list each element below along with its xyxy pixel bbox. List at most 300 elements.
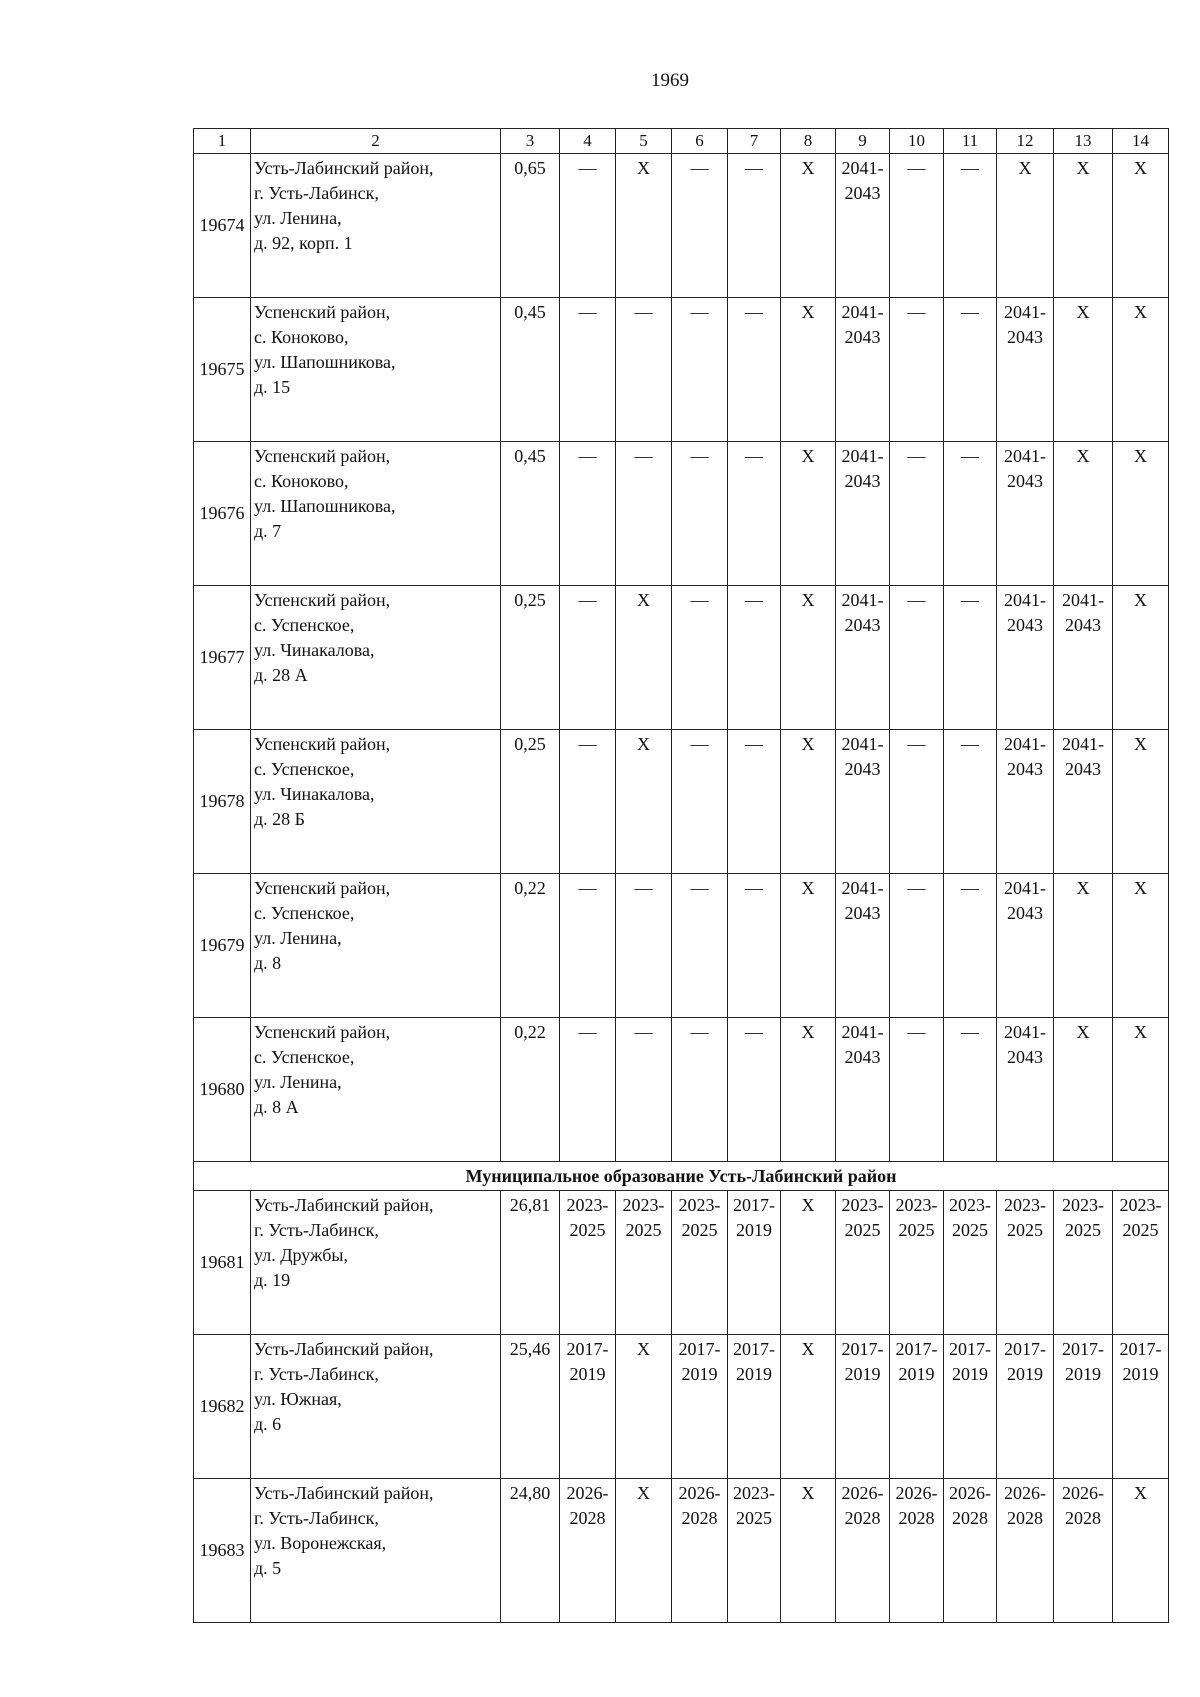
cell-line: 2041- [841, 158, 884, 178]
cell-line: Успенский район, [254, 734, 391, 754]
value-cell [672, 1018, 728, 1162]
value-cell [1113, 442, 1169, 586]
page-number: 1969 [651, 70, 689, 91]
cell-line: ул. Чинакалова, [254, 640, 375, 660]
address-cell [251, 730, 501, 874]
cell-line: 2041- [841, 590, 884, 610]
cell-line: Усть-Лабинский район, [254, 1483, 434, 1503]
value-cell [560, 874, 616, 1018]
value-cell [616, 298, 672, 442]
cell-line: с. Коноково, [254, 327, 349, 347]
value-cell [616, 442, 672, 586]
cell-line: г. Усть-Лабинск, [254, 183, 379, 203]
cell-line: 2041- [1062, 590, 1104, 610]
value-cell [944, 1018, 997, 1162]
object-id: 19678 [194, 730, 251, 874]
cell-line: 2041- [1004, 1022, 1046, 1042]
cell-line: 2026- [678, 1483, 721, 1503]
value-cell [1113, 1479, 1169, 1623]
cell-line: — [690, 590, 709, 610]
cell-line: д. 7 [254, 521, 282, 541]
cell-line: Х [637, 590, 650, 610]
value-cell [560, 1479, 616, 1623]
object-id: 19677 [194, 586, 251, 730]
cell-line: Х [801, 158, 815, 178]
cell-line: 2017- [1004, 1339, 1046, 1359]
object-id: 19679 [194, 874, 251, 1018]
cell-line: — [578, 734, 597, 754]
value-cell [560, 154, 616, 298]
cell-line: 2019 [736, 1220, 772, 1240]
header-col-10: 10 [890, 129, 944, 154]
value-cell [997, 298, 1054, 442]
table-row [194, 1191, 1169, 1335]
value-cell [890, 1479, 944, 1623]
table-row [194, 298, 1169, 442]
section-title: Муниципальное образование Усть-Лабинский район [194, 1162, 1169, 1191]
cell-line: Х [1134, 446, 1147, 466]
cell-line: Х [1134, 302, 1147, 322]
value-cell [836, 298, 890, 442]
value-cell [836, 586, 890, 730]
cell-line: 2043 [1007, 759, 1043, 779]
value-cell [781, 730, 836, 874]
value-cell [672, 586, 728, 730]
cell-line: Х [1134, 734, 1147, 754]
table-body [194, 129, 1169, 1623]
cell-line: Х [1076, 158, 1090, 178]
cell-line: — [578, 158, 597, 178]
value-cell [672, 1479, 728, 1623]
cell-line: — [578, 590, 597, 610]
cell-line: 2023- [566, 1195, 609, 1215]
cell-line: — [690, 302, 709, 322]
cell-line: — [907, 878, 926, 898]
cell-line: 2025 [952, 1220, 988, 1240]
cell-line: Успенский район, [254, 590, 391, 610]
cell-line: Х [637, 158, 650, 178]
cell-line: — [745, 302, 763, 322]
cell-line: Х [1134, 1483, 1147, 1503]
value-cell [781, 1191, 836, 1335]
cell-line: 2017- [733, 1195, 775, 1215]
cell-line: — [907, 734, 926, 754]
cell-line: 2026- [1004, 1483, 1046, 1503]
value-cell [890, 442, 944, 586]
cell-line: 2023- [1062, 1195, 1104, 1215]
cell-line: — [961, 158, 979, 178]
cell-line: 2043 [1007, 1047, 1043, 1067]
value-cell [616, 154, 672, 298]
cell-line: с. Успенское, [254, 1047, 355, 1067]
cell-line: — [961, 446, 979, 466]
cell-line: Х [1076, 878, 1090, 898]
header-col-8: 8 [781, 129, 836, 154]
value-cell [836, 442, 890, 586]
cell-line: 2025 [844, 1220, 881, 1240]
value-cell [944, 730, 997, 874]
cell-line: с. Успенское, [254, 759, 355, 779]
cell-line: Х [801, 302, 815, 322]
header-col-5: 5 [616, 129, 672, 154]
value-cell [836, 874, 890, 1018]
value-cell [1054, 730, 1113, 874]
cell-line: 2019 [1065, 1364, 1101, 1384]
cell-line: — [961, 878, 979, 898]
table-row [194, 1479, 1169, 1623]
value-cell [560, 1335, 616, 1479]
cell-line: 2043 [844, 1047, 881, 1067]
value-cell [1054, 442, 1113, 586]
value-cell [836, 1335, 890, 1479]
area-cell: 26,81 [501, 1191, 560, 1335]
cell-line: 2043 [844, 327, 881, 347]
value-cell [781, 442, 836, 586]
value-cell [1113, 1191, 1169, 1335]
area-cell: 0,22 [501, 874, 560, 1018]
cell-line: Х [637, 1339, 650, 1359]
cell-line: 2041- [1062, 734, 1104, 754]
value-cell [944, 1479, 997, 1623]
cell-line: 2041- [1004, 878, 1046, 898]
cell-line: ул. Ленина, [254, 208, 342, 228]
value-cell [728, 1335, 781, 1479]
cell-line: ул. Шапошникова, [254, 352, 396, 372]
cell-line: ул. Ленина, [254, 928, 342, 948]
header-col-2: 2 [251, 129, 501, 154]
value-cell [560, 730, 616, 874]
cell-line: д. 6 [254, 1414, 282, 1434]
cell-line: 2026- [566, 1483, 609, 1503]
cell-line: Х [801, 1022, 815, 1042]
value-cell [890, 1335, 944, 1479]
object-id: 19682 [194, 1335, 251, 1479]
value-cell [728, 874, 781, 1018]
value-cell [728, 1018, 781, 1162]
cell-line: 2023- [1004, 1195, 1046, 1215]
address-cell [251, 154, 501, 298]
cell-line: — [745, 878, 763, 898]
cell-line: Усть-Лабинский район, [254, 158, 434, 178]
cell-line: г. Усть-Лабинск, [254, 1508, 379, 1528]
value-cell [944, 1191, 997, 1335]
cell-line: 2017- [949, 1339, 991, 1359]
cell-line: Усть-Лабинский район, [254, 1339, 434, 1359]
header-col-3: 3 [501, 129, 560, 154]
cell-line: — [578, 1022, 597, 1042]
cell-line: д. 28 Б [254, 809, 305, 829]
cell-line: г. Усть-Лабинск, [254, 1220, 379, 1240]
value-cell [997, 1335, 1054, 1479]
cell-line: — [961, 734, 979, 754]
area-cell: 24,80 [501, 1479, 560, 1623]
value-cell [1054, 586, 1113, 730]
cell-line: 2041- [841, 734, 884, 754]
value-cell [997, 586, 1054, 730]
cell-line: Х [637, 734, 650, 754]
cell-line: 2019 [681, 1364, 718, 1384]
header-col-4: 4 [560, 129, 616, 154]
cell-line: 2017- [841, 1339, 884, 1359]
cell-line: 2025 [1007, 1220, 1043, 1240]
value-cell [1113, 730, 1169, 874]
value-cell [728, 730, 781, 874]
cell-line: 2017- [1119, 1339, 1162, 1359]
cell-line: — [745, 734, 763, 754]
cell-line: — [634, 302, 653, 322]
cell-line: 2023- [678, 1195, 721, 1215]
cell-line: — [907, 1022, 926, 1042]
value-cell [836, 730, 890, 874]
cell-line: 2041- [841, 878, 884, 898]
value-cell [728, 1191, 781, 1335]
cell-line: Х [801, 1195, 815, 1215]
value-cell [997, 442, 1054, 586]
cell-line: 2041- [841, 1022, 884, 1042]
cell-line: 2043 [1007, 615, 1043, 635]
value-cell [944, 874, 997, 1018]
value-cell [672, 730, 728, 874]
cell-line: ул. Южная, [254, 1389, 342, 1409]
cell-line: 2017- [1062, 1339, 1104, 1359]
value-cell [997, 1018, 1054, 1162]
cell-line: — [907, 446, 926, 466]
cell-line: д. 8 А [254, 1097, 299, 1117]
value-cell [672, 442, 728, 586]
cell-line: Х [1134, 590, 1147, 610]
value-cell [616, 730, 672, 874]
cell-line: 2028 [844, 1508, 881, 1528]
value-cell [1113, 298, 1169, 442]
cell-line: Успенский район, [254, 446, 391, 466]
cell-line: 2019 [1122, 1364, 1159, 1384]
address-cell [251, 1479, 501, 1623]
value-cell [1113, 874, 1169, 1018]
value-cell [944, 586, 997, 730]
address-cell [251, 1335, 501, 1479]
cell-line: — [907, 590, 926, 610]
value-cell [836, 1479, 890, 1623]
cell-line: 2023- [622, 1195, 665, 1215]
value-cell [781, 1335, 836, 1479]
value-cell [728, 586, 781, 730]
cell-line: — [690, 446, 709, 466]
cell-line: д. 5 [254, 1558, 282, 1578]
cell-line: с. Успенское, [254, 903, 355, 923]
cell-line: 2023- [895, 1195, 938, 1215]
value-cell [672, 1191, 728, 1335]
cell-line: 2043 [844, 759, 881, 779]
cell-line: д. 92, корп. 1 [254, 233, 353, 253]
value-cell [728, 442, 781, 586]
cell-line: 2028 [952, 1508, 988, 1528]
value-cell [997, 154, 1054, 298]
header-col-13: 13 [1054, 129, 1113, 154]
object-id: 19675 [194, 298, 251, 442]
cell-line: — [578, 878, 597, 898]
cell-line: 2023- [949, 1195, 991, 1215]
cell-line: — [690, 734, 709, 754]
table-row [194, 442, 1169, 586]
cell-line: Успенский район, [254, 878, 391, 898]
cell-line: — [961, 590, 979, 610]
cell-line: Х [1134, 878, 1147, 898]
cell-line: Х [1018, 158, 1032, 178]
header-col-1: 1 [194, 129, 251, 154]
cell-line: с. Успенское, [254, 615, 355, 635]
value-cell [944, 298, 997, 442]
cell-line: 2025 [625, 1220, 662, 1240]
value-cell [1054, 874, 1113, 1018]
value-cell [997, 1479, 1054, 1623]
cell-line: 2019 [1007, 1364, 1043, 1384]
cell-line: 2019 [569, 1364, 606, 1384]
value-cell [616, 1479, 672, 1623]
object-id: 19683 [194, 1479, 251, 1623]
value-cell [616, 1335, 672, 1479]
cell-line: 2025 [569, 1220, 606, 1240]
value-cell [672, 1335, 728, 1479]
cell-line: 2026- [895, 1483, 938, 1503]
cell-line: 2019 [736, 1364, 772, 1384]
address-cell [251, 1191, 501, 1335]
cell-line: Усть-Лабинский район, [254, 1195, 434, 1215]
cell-line: 2041- [1004, 734, 1046, 754]
cell-line: 2043 [1007, 903, 1043, 923]
address-cell [251, 1018, 501, 1162]
value-cell [836, 1191, 890, 1335]
cell-line: д. 28 А [254, 665, 308, 685]
cell-line: — [907, 302, 926, 322]
cell-line: — [690, 878, 709, 898]
object-id: 19676 [194, 442, 251, 586]
cell-line: ул. Чинакалова, [254, 784, 375, 804]
value-cell [997, 874, 1054, 1018]
value-cell [890, 730, 944, 874]
address-cell [251, 298, 501, 442]
cell-line: 2019 [844, 1364, 881, 1384]
value-cell [781, 1479, 836, 1623]
cell-line: г. Усть-Лабинск, [254, 1364, 379, 1384]
table-row [194, 1018, 1169, 1162]
area-cell: 0,45 [501, 442, 560, 586]
cell-line: — [745, 446, 763, 466]
cell-line: д. 8 [254, 953, 282, 973]
area-cell: 0,45 [501, 298, 560, 442]
cell-line: 2017- [678, 1339, 721, 1359]
value-cell [1054, 154, 1113, 298]
address-cell [251, 442, 501, 586]
area-cell: 0,25 [501, 730, 560, 874]
cell-line: 2023- [1119, 1195, 1162, 1215]
value-cell [1054, 1479, 1113, 1623]
cell-line: 2017- [895, 1339, 938, 1359]
cell-line: 2028 [1065, 1508, 1101, 1528]
cell-line: Х [1134, 1022, 1147, 1042]
object-id: 19674 [194, 154, 251, 298]
cell-line: 2025 [1122, 1220, 1159, 1240]
value-cell [560, 298, 616, 442]
cell-line: д. 19 [254, 1270, 291, 1290]
cell-line: 2041- [1004, 446, 1046, 466]
cell-line: 2041- [1004, 302, 1046, 322]
cell-line: — [578, 302, 597, 322]
cell-line: — [961, 1022, 979, 1042]
header-col-11: 11 [944, 129, 997, 154]
cell-line: 2025 [736, 1508, 772, 1528]
value-cell [1054, 298, 1113, 442]
cell-line: — [578, 446, 597, 466]
value-cell [728, 1479, 781, 1623]
header-col-9: 9 [836, 129, 890, 154]
cell-line: 2043 [844, 615, 881, 635]
cell-line: — [907, 158, 926, 178]
cell-line: 2025 [898, 1220, 935, 1240]
cell-line: Х [801, 734, 815, 754]
value-cell [616, 586, 672, 730]
value-cell [781, 298, 836, 442]
area-cell: 0,22 [501, 1018, 560, 1162]
value-cell [1054, 1191, 1113, 1335]
cell-line: 2043 [844, 903, 881, 923]
value-cell [1113, 586, 1169, 730]
cell-line: — [745, 590, 763, 610]
cell-line: Успенский район, [254, 302, 391, 322]
cell-line: — [745, 158, 763, 178]
cell-line: — [634, 1022, 653, 1042]
address-cell [251, 586, 501, 730]
cell-line: — [961, 302, 979, 322]
table-row [194, 1335, 1169, 1479]
area-cell: 0,25 [501, 586, 560, 730]
value-cell [616, 1018, 672, 1162]
cell-line: Х [801, 878, 815, 898]
cell-line: 2043 [1065, 615, 1101, 635]
value-cell [616, 874, 672, 1018]
value-cell [616, 1191, 672, 1335]
value-cell [672, 874, 728, 1018]
value-cell [781, 154, 836, 298]
cell-line: Успенский район, [254, 1022, 391, 1042]
value-cell [781, 586, 836, 730]
value-cell [890, 1018, 944, 1162]
value-cell [1054, 1335, 1113, 1479]
cell-line: — [634, 878, 653, 898]
header-col-7: 7 [728, 129, 781, 154]
register-table [193, 128, 1169, 1623]
table-row [194, 730, 1169, 874]
section-row [194, 1162, 1169, 1191]
value-cell [672, 154, 728, 298]
cell-line: 2043 [844, 183, 881, 203]
value-cell [728, 298, 781, 442]
cell-line: 2041- [1004, 590, 1046, 610]
value-cell [997, 1191, 1054, 1335]
table-row [194, 874, 1169, 1018]
value-cell [836, 154, 890, 298]
cell-line: Х [1076, 302, 1090, 322]
cell-line: с. Коноково, [254, 471, 349, 491]
cell-line: 2028 [569, 1508, 606, 1528]
cell-line: Х [801, 1483, 815, 1503]
cell-line: — [634, 446, 653, 466]
cell-line: 2023- [733, 1483, 775, 1503]
table-row [194, 154, 1169, 298]
value-cell [890, 154, 944, 298]
cell-line: 2028 [681, 1508, 718, 1528]
cell-line: — [745, 1022, 763, 1042]
table-row [194, 586, 1169, 730]
